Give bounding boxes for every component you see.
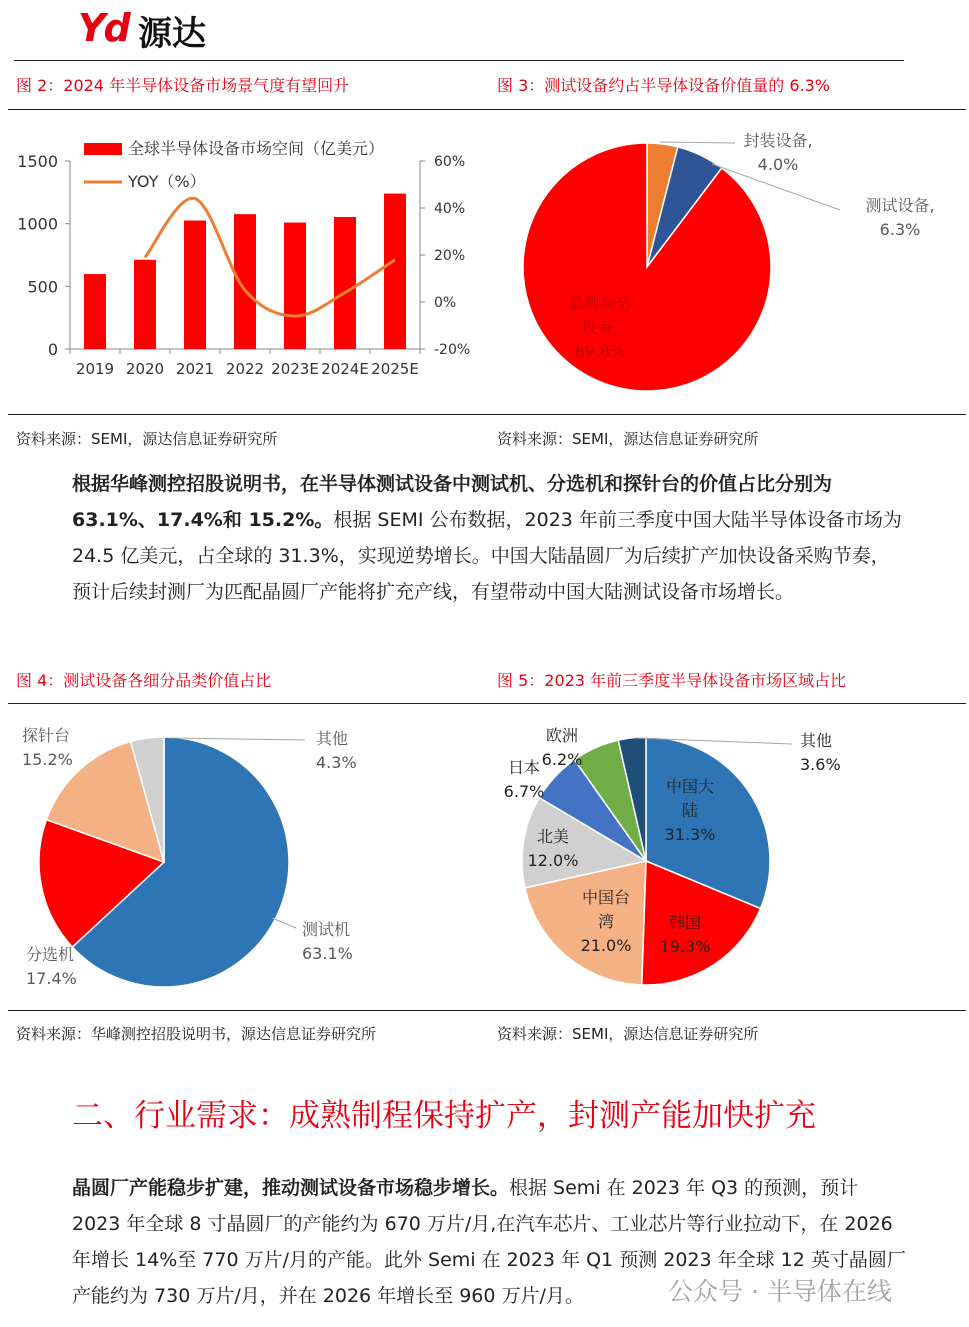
fig5-chart: [480, 706, 966, 1006]
fig-row2-bottom-rule: [8, 1010, 966, 1011]
fig2-y-tick-label: 0: [47, 340, 58, 359]
fig2-y2-tick-label: 20%: [434, 248, 466, 264]
fig2-x-tick-label: 2024E: [321, 360, 369, 378]
fig2-legend-bar-swatch: [84, 143, 122, 155]
fig2-y2-tick-label: -20%: [434, 342, 471, 358]
fig2-y2-tick-label: 0%: [434, 295, 457, 311]
fig4-label-other: 其他 4.3%: [316, 729, 357, 772]
fig5-label-japan: 日本 6.7%: [503, 758, 545, 801]
fig4-source: 资料来源：华峰测控招股说明书，源达信息证券研究所: [16, 1025, 377, 1043]
fig2-legend-line-label: YOY（%）: [128, 172, 206, 191]
fig4-label-prober: 探针台 15.2%: [22, 726, 73, 769]
fig5-label-other: 其他 3.6%: [800, 731, 841, 774]
fig3-label-packaging: 封装设备, 4.0%: [743, 131, 813, 174]
fig2-x-tick-label: 2021: [175, 360, 215, 378]
fig2-y2-tick-label: 60%: [434, 154, 466, 170]
fig2-x-tick-label: 2025E: [371, 360, 419, 378]
fig2-x-tick-label: 2022: [225, 360, 265, 378]
fig2-x-tick-label: 2020: [125, 360, 165, 378]
fig2-source: 资料来源：SEMI，源达信息证券研究所: [16, 430, 278, 448]
section-heading: 二、行业需求：成熟制程保持扩产，封测产能加快扩充: [72, 1098, 816, 1134]
paragraph-1-bold: 根据华峰测控招股说明书，在半导体测试设备中测试机、分选机和探针台的价值占比分别为 63.1%、17.4%和 15.2%。: [72, 473, 833, 531]
paragraph-2-bold: 晶圆厂产能稳步扩建，推动测试设备市场稳步增长。: [72, 1177, 510, 1199]
fig2-bar: [284, 223, 306, 349]
fig5-label-taiwan: 中国台湾 21.0%: [580, 888, 632, 955]
logo-mark: Yd: [78, 6, 129, 50]
fig3-label-testing: 测试设备, 6.3%: [865, 196, 935, 239]
fig2-y2-tick-label: 40%: [434, 201, 466, 217]
fig-row2-top-rule: [8, 703, 966, 704]
fig3-slice: [523, 143, 771, 391]
fig2-y-tick-label: 1000: [17, 214, 58, 234]
fig4-chart: [0, 706, 480, 1006]
fig2-y-tick-label: 1500: [17, 152, 58, 171]
fig4-leader-line: [272, 918, 296, 928]
fig2-bar: [384, 194, 406, 349]
fig2-y-tick-label: 500: [27, 277, 58, 297]
fig-row1-bottom-rule: [8, 414, 966, 415]
fig4-label-tester: 测试机 63.1%: [302, 920, 353, 963]
fig2-x-tick-label: 2019: [75, 360, 115, 378]
fig5-label-mainland: 中国大陆 31.3%: [664, 777, 716, 844]
fig5-label-na: 北美 12.0%: [527, 827, 579, 870]
fig3-label-wafer: 晶圆制造设备, 89.8%: [567, 294, 633, 361]
fig5-title: 图 5：2023 年前三季度半导体设备市场区域占比: [497, 671, 847, 690]
paragraph-2-text: 根据 Semi 在 2023 年 Q3 的预测，预计 2023 年全球 8 寸晶圆厂的产能约为 670 万片/月,在汽车芯片、工业芯片等行业拉动下，在 2026 年增长 14%至 770 万片/月的产能。此外 Semi 在 2023 年 Q1 预测 2023 年全球 12 英寸晶圆厂产能约为 730 万片/月，并在 2026 年增长至 960 万片/月。: [72, 1177, 906, 1307]
watermark: 公众号 · 半导体在线: [668, 1277, 892, 1306]
fig2-legend-bar-label: 全球半导体设备市场空间（亿美元）: [128, 139, 385, 158]
fig2-bar: [84, 274, 106, 349]
fig2-chart: [0, 112, 480, 412]
fig2-x-tick-label: 2023E: [271, 360, 319, 378]
header-rule: [14, 60, 904, 61]
paragraph-1-text: 根据 SEMI 公布数据，2023 年前三季度中国大陆半导体设备市场为 24.5 亿美元，占全球的 31.3%，实现逆势增长。中国大陆晶圆厂为后续扩产加快设备采购节奏，预计后续封测厂为匹配晶圆厂产能将扩充产线，有望带动中国大陆测试设备市场增长。: [72, 509, 902, 603]
fig2-bar: [234, 214, 256, 349]
paragraph-1: [72, 466, 907, 610]
fig2-bar: [134, 260, 156, 349]
fig3-title: 图 3：测试设备约占半导体设备价值量的 6.3%: [497, 76, 831, 95]
fig2-title: 图 2：2024 年半导体设备市场景气度有望回升: [16, 76, 350, 95]
fig2-bar: [184, 221, 206, 349]
fig2-yoy-line: [145, 198, 395, 316]
fig3-leader-line: [660, 142, 735, 143]
fig5-label-korea: 韩国 19.3%: [659, 913, 711, 956]
logo-text: 源达: [138, 14, 206, 54]
fig3-source: 资料来源：SEMI，源达信息证券研究所: [497, 430, 759, 448]
fig4-title: 图 4：测试设备各细分品类价值占比: [16, 671, 272, 690]
fig3-chart: [480, 112, 966, 412]
fig4-label-handler: 分选机 17.4%: [26, 945, 77, 988]
fig-row1-top-rule: [8, 109, 966, 110]
fig2-bar: [334, 217, 356, 349]
fig5-source: 资料来源：SEMI，源达信息证券研究所: [497, 1025, 759, 1043]
fig5-label-europe: 欧洲 6.2%: [541, 726, 583, 769]
